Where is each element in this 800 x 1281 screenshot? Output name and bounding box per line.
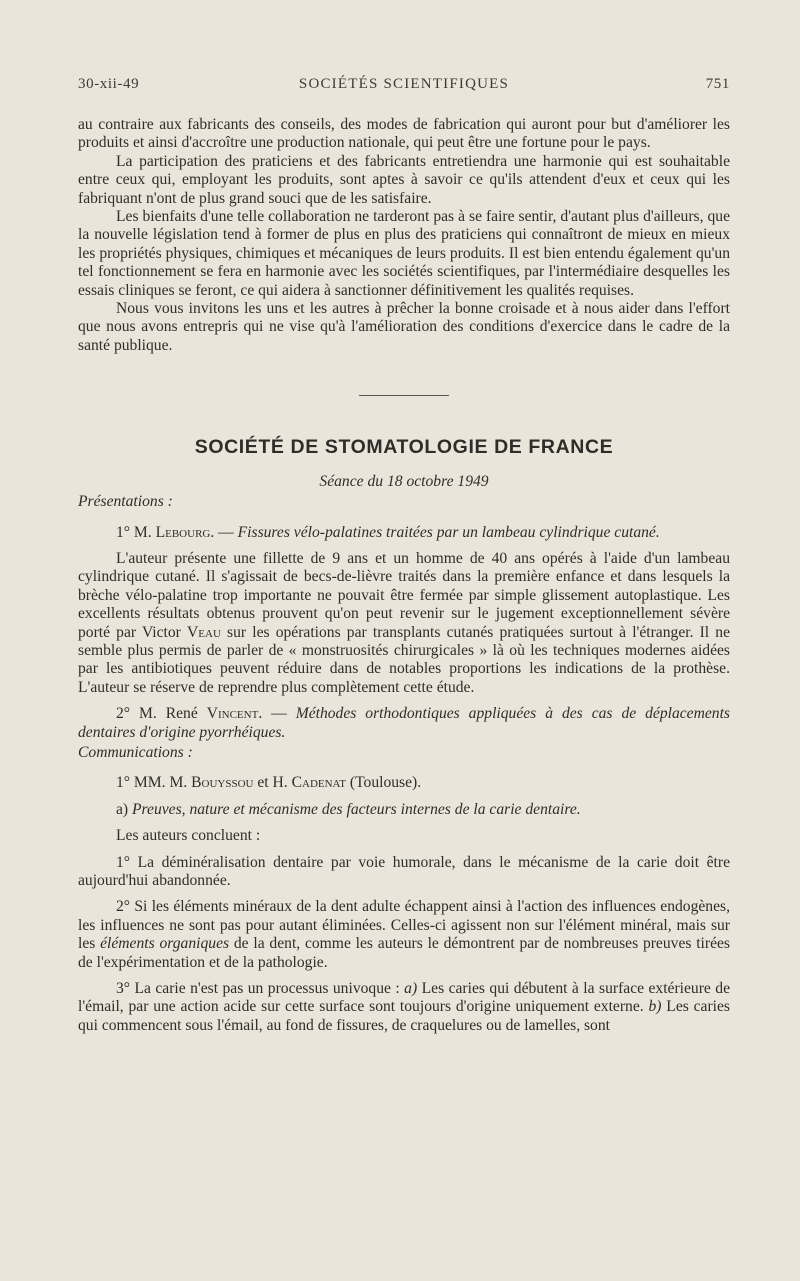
section-divider xyxy=(359,395,449,396)
conclusion-2 xyxy=(78,898,730,972)
intro-paragraph-4: Nous vous invitons les uns et les autres à prêcher la bonne croisade et à nous aider dans l'effort que nous avons entrepris qui ne vise qu'à l'amélioration des conditions d'exercice dans le cadre de la santé publique. xyxy=(78,300,730,354)
header-date: 30-xii-49 xyxy=(78,76,140,92)
conclusion-3 xyxy=(78,980,730,1035)
society-title: SOCIÉTÉ DE STOMATOLOGIE DE FRANCE xyxy=(194,436,614,459)
presentation-2-number: 2° M. René xyxy=(116,705,207,723)
presentation-1-author: Lebourg xyxy=(155,523,211,541)
presentation-1-title: Fissures vélo-palatines traitées par un lambeau cylindrique cutané. xyxy=(237,523,660,541)
presentation-1-summary xyxy=(78,550,730,697)
communication-1-authors xyxy=(78,774,730,792)
presentation-2-dash: . — xyxy=(258,705,296,723)
intro-paragraph-3: Les bienfaits d'une telle collaboration ne tarderont pas à se faire sentir, d'autant plus d'ailleurs, que la nouvelle législation tend à former de plus en plus des praticiens qui connaîtront de mieux en mieux les propriétés physiques, chimiques et mécaniques de leurs produits. Il est bien entendu également qu'un tel fonctionnement se fera en harmonie avec les sociétés scientifiques, par l'intermédiaire desquelles les essais cliniques se feront, ce qui aidera à sanctionner définitivement les qualités requises. xyxy=(78,208,730,299)
conclusion-3-text-a: 3° La carie n'est pas un processus univoque : xyxy=(116,980,405,998)
conclusion-2-text-a: 2° Si les éléments minéraux de la dent adulte échappent ainsi à l'action des influences endogènes, les influences ne sont pas pour autant éliminées. Celles-ci agissent non sur l'élément minéral, mais sur les xyxy=(78,898,730,953)
conclusion-3-label-b: b) xyxy=(648,998,662,1016)
intro-paragraph-2: La participation des praticiens et des fabricants entretiendra une harmonie qui est souhaitable entre ceux qui, employant les produits, sont aptes à savoir ce qu'ils attendent d'eux et ceux qui les fabriquant n'ont de plus grand souci que de les satisfaire. xyxy=(78,152,730,207)
presentation-1-dash: . — xyxy=(210,523,238,541)
communication-1a-label: a) xyxy=(116,800,133,818)
header-journal-title: SOCIÉTÉS SCIENTIFIQUES xyxy=(298,76,510,92)
conclusion-3-text-b: Les caries qui débutent à la surface extérieure de l'émail, par une action acide sur cette surface sont toujours d'origine uniquement externe. xyxy=(78,980,730,1016)
presentation-2-heading xyxy=(78,705,730,742)
communication-1a-title-text: Preuves, nature et mécanisme des facteurs internes de la carie dentaire. xyxy=(132,800,581,818)
conclusion-1: 1° La déminéralisation dentaire par voie humorale, dans le mécanisme de la carie doit être aujourd'hui abandonnée. xyxy=(78,853,730,889)
communication-1-place: (Toulouse). xyxy=(346,774,422,792)
presentation-2-title: Méthodes orthodontiques appliquées à des cas de déplacements dentaires d'origine pyorrhéiques. xyxy=(78,705,730,741)
conclusion-intro: Les auteurs concluent : xyxy=(116,827,261,845)
communication-1-author-1: Bouyssou xyxy=(191,774,254,792)
page-body xyxy=(78,116,730,1035)
page-number: 751 xyxy=(705,76,730,92)
communication-1-and: et H. xyxy=(253,774,292,792)
presentation-1-text-b: sur les opérations par transplants cutanés pratiquées surtout à l'étranger. Il ne semble plus permis de parler de « monstruosités chirurgicales » là où les techniques modernes aidées par les antibiotiques peuvent réduire dans de notables proportions les indications de la prothèse. L'auteur se réserve de reprendre plus complètement cette étude. xyxy=(78,623,731,696)
presentations-heading: Présentations : xyxy=(78,493,173,511)
communication-1-number: 1° MM. M. xyxy=(116,774,192,792)
presentation-1-text-a: L'auteur présente une fillette de 9 ans et un homme de 40 ans opérés à l'aide d'un lambeau cylindrique cutané. Il s'agissait de becs-de-lièvre traités dans la première enfance et dans lesquels la brèche vélo-palatine trop importante ne pouvait être fermée par simple glissement autoplastique. Les excellents résultats obtenus prouvent qu'on peut revenir sur le jugement exceptionnellement sévère porté par Victor xyxy=(78,549,730,641)
presentation-1-number: 1° M. xyxy=(116,523,156,541)
intro-paragraph-1: au contraire aux fabricants des conseils, des modes de fabrication qui auront pour but d'améliorer les produits et ainsi d'accroître une production nationale, qui peut être une fortune pour le pays. xyxy=(78,116,730,152)
conclusion-3-label-a: a) xyxy=(404,980,418,998)
communication-1a-title xyxy=(78,801,730,819)
seance-date: Séance du 18 octobre 1949 xyxy=(319,472,489,490)
presentation-1-heading xyxy=(78,524,730,542)
cited-author-veau: Veau xyxy=(187,623,221,641)
conclusion-3-text-c: Les caries qui commencent sous l'émail, au fond de fissures, de craquelures ou de lamelles, sont xyxy=(78,998,730,1034)
communications-heading: Communications : xyxy=(78,743,193,761)
conclusion-2-emphasis: éléments organiques xyxy=(100,935,230,953)
conclusion-2-text-b: de la dent, comme les auteurs le démontrent par de nombreuses preuves tirées de l'expérimentation et de la pathologie. xyxy=(78,935,730,971)
communication-1-author-2: Cadenat xyxy=(291,774,346,792)
presentation-2-author: Vincent xyxy=(206,705,259,723)
